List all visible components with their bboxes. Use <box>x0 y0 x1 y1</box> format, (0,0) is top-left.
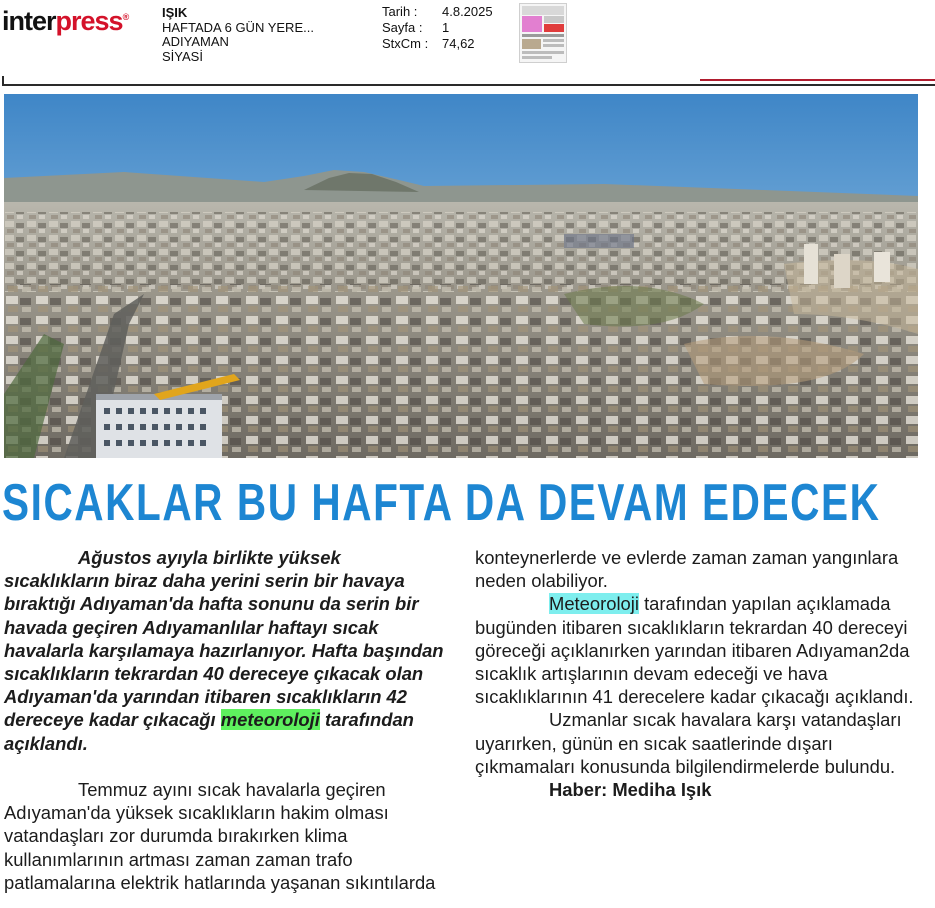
lead-paragraph: Ağustos ayıyla birlikte yüksek sıcaklıkların biraz daha yerini serin bir havaya bıraktığı Adıyaman'da hafta sonunu da serin bir havada geçiren Adıyamanlılar haftayı sıcak havalarla karşılamaya hazırlanıyor. Hafta başından sıcaklıkların tekrardan 40 dereceye çıkacak olan Adıyaman'da yarından itibaren sıcaklıkların 42 dereceye kadar çıkacağı meteoroloji tarafından açıklandı. <box>4 547 444 754</box>
highlighted-keyword: meteoroloji <box>220 709 320 731</box>
city: ADIYAMAN <box>162 34 229 49</box>
header-accent-rule <box>700 79 935 81</box>
body-paragraph: Uzmanlar sıcak havalara karşı vatandaşları uyarırken, günün en sıcak saatlerinde dışarı çıkmamaları konusunda bilgilendirmelerde bulundu. <box>475 709 902 777</box>
clipping-title: HAFTADA 6 GÜN YERE... <box>162 19 314 35</box>
header-rule <box>2 84 935 86</box>
body-paragraph: Temmuz ayını sıcak havalarla geçiren Adıyaman'da yüksek sıcaklıkların hakim olması vatandaşları zor durumda bırakırken klima kullanımlarının artması zaman zaman trafo patlamalarına elektrik hatlarında yaşanan sıkıntılarda <box>4 779 436 893</box>
newspaper-page-thumbnail-icon[interactable] <box>519 3 567 63</box>
source-info <box>162 6 314 64</box>
publication-meta <box>382 4 493 52</box>
highlighted-keyword: Meteoroloji <box>549 593 639 615</box>
stxcm-label: StxCm : <box>382 36 429 51</box>
clipping-header <box>0 0 935 90</box>
byline: Haber: Mediha Işık <box>549 779 712 801</box>
article-column-left <box>4 546 449 894</box>
date-label: Tarih : <box>382 4 418 19</box>
article-headline: SICAKLAR BU HAFTA DA DEVAM EDECEK <box>2 474 881 532</box>
date-value: 4.8.2025 <box>442 4 493 19</box>
interpress-logo: interpress® <box>2 6 129 36</box>
body-paragraph-continued: konteynerlerde ve evlerde zaman zaman yangınlara neden olabiliyor. <box>475 547 899 592</box>
page-label: Sayfa : <box>382 20 423 35</box>
page-value: 1 <box>442 20 450 35</box>
body-paragraph: Meteoroloji tarafından yapılan açıklamada bugünden itibaren sıcaklıkların tekrardan 40 dereceyi göreceği açıklanırken yarından itibaren Adıyaman2da sıcaklık artışlarının devam edeceği ve hava sıcaklıklarının 41 derecelere kadar çıkacağı açıklandı. <box>475 593 914 708</box>
category: SİYASİ <box>162 48 203 64</box>
article-column-right <box>475 546 915 801</box>
newspaper-name: IŞIK <box>162 5 188 20</box>
stxcm-value: 74,62 <box>442 36 475 51</box>
aerial-city-photo <box>4 94 918 458</box>
